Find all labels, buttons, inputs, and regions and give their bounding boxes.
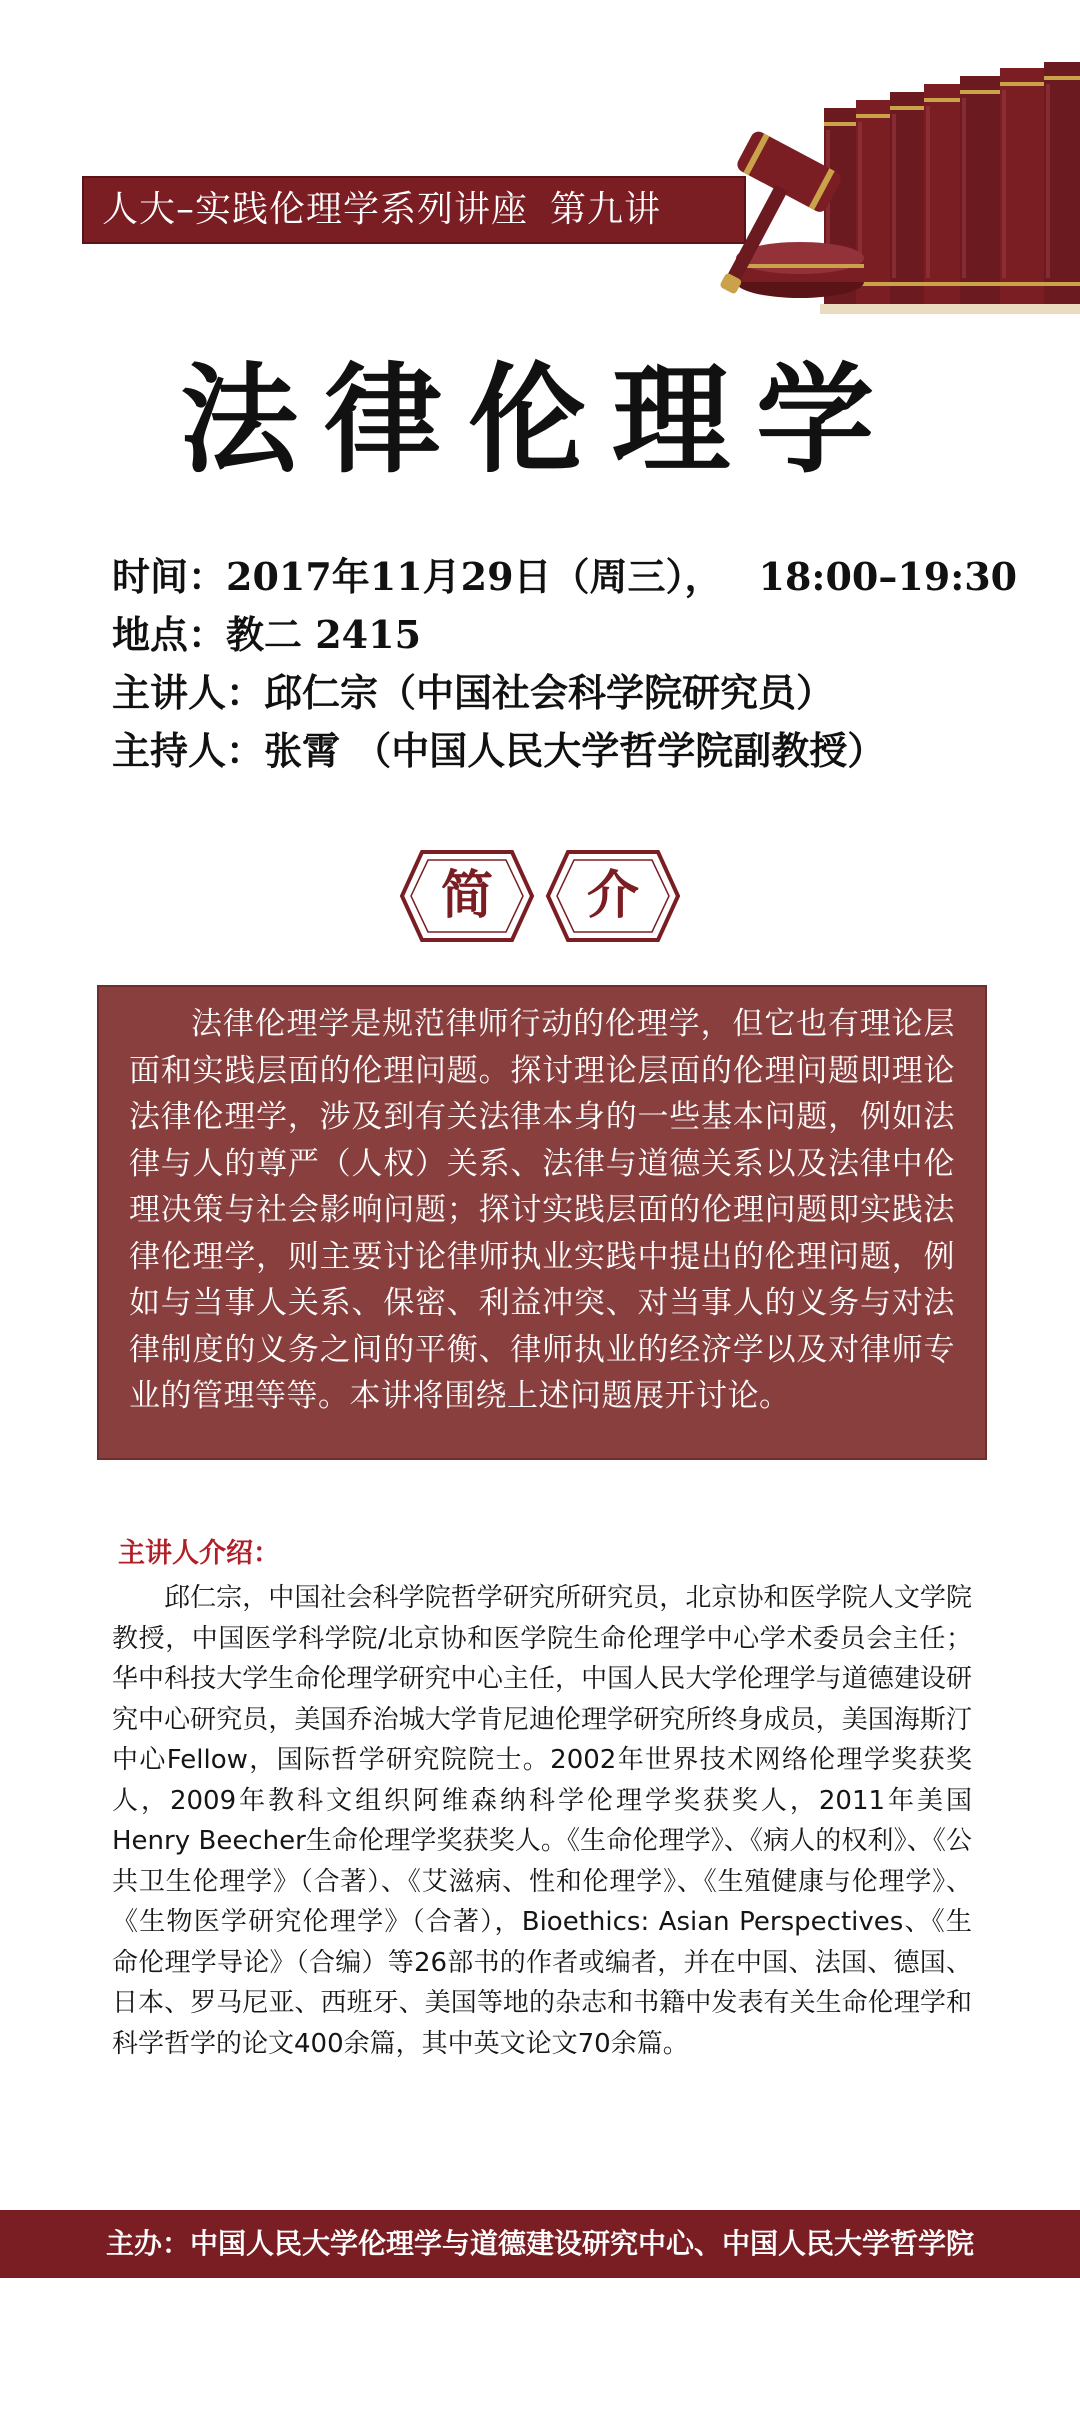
host-label: 主持人： bbox=[112, 728, 265, 773]
time-label: 时间： bbox=[112, 554, 227, 599]
time-row bbox=[112, 548, 1018, 606]
intro-heading bbox=[0, 848, 1080, 948]
intro-heading-hex bbox=[398, 848, 536, 944]
intro-text: 法律伦理学是规范律师行动的伦理学，但它也有理论层面和实践层面的伦理问题。探讨理论层面的伦理问题即理论法律伦理学，涉及到有关法律本身的一些基本问题，例如法律与人的尊严（人权）关系、法律与道德关系以及法律中伦理决策与社会影响问题；探讨实践层面的伦理问题即实践法律伦理学，则主要讨论律师执业实践中提出的伦理问题，例如与当事人关系、保密、利益冲突、对当事人的义务与对法律制度的义务之间的平衡、律师执业的经济学以及对律师专业的管理等等。本讲将围绕上述问题展开讨论。 bbox=[97, 985, 987, 1460]
bio-text: 邱仁宗，中国社会科学院哲学研究所研究员，北京协和医学院人文学院教授，中国医学科学院/北京协和医学院生命伦理学中心学术委员会主任；华中科技大学生命伦理学研究中心主任，中国人民大学伦理学与道德建设研究中心研究员，美国乔治城大学肯尼迪伦理学研究所终身成员，美国海斯汀中心Fellow，国际哲学研究院院士。2002年世界技术网络伦理学奖获奖人，2009年教科文组织阿维森纳科学伦理学奖获奖人，2011年美国Henry Beecher生命伦理学奖获奖人。《生命伦理学》、《病人的权利》、《公共卫生伦理学》（合著）、《艾滋病、性和伦理学》、《生殖健康与伦理学》、《生物医学研究伦理学》（合著），Bioethics: Asian Perspectives、《生命伦理学导论》（合编）等26部书的作者或编者，并在中国、法国、德国、日本、罗马尼亚、西班牙、美国等地的杂志和书籍中发表有关生命伦理学和科学哲学的论文400余篇，其中英文论文70余篇。 bbox=[112, 1583, 972, 2059]
time-value: 2017年11月29日（周三）， bbox=[226, 554, 723, 599]
law-books-gavel-icon bbox=[720, 50, 1080, 340]
intro-heading-hex bbox=[544, 848, 682, 944]
place-label: 地点： bbox=[112, 612, 227, 657]
series-name: 人大–实践伦理学系列讲座 bbox=[102, 189, 529, 230]
series-banner bbox=[82, 176, 746, 244]
bio-heading: 主讲人介绍： bbox=[118, 1538, 280, 1569]
organizer-footer: 主办：中国人民大学伦理学与道德建设研究中心、中国人民大学哲学院 bbox=[0, 2210, 1080, 2278]
place-row bbox=[112, 606, 1012, 664]
speaker-label: 主讲人： bbox=[112, 670, 265, 715]
host-row bbox=[112, 722, 1012, 780]
speaker-row bbox=[112, 664, 1012, 722]
speaker-value: 邱仁宗（中国社会科学院研究员） bbox=[264, 670, 835, 715]
time-range: 18:00–19:30 bbox=[758, 554, 1018, 599]
event-info bbox=[112, 548, 1018, 780]
host-value: 张霄 （中国人民大学哲学院副教授） bbox=[264, 728, 886, 773]
page-title: 法律伦理学 bbox=[179, 351, 900, 489]
place-value: 教二 2415 bbox=[226, 612, 422, 657]
intro-heading-char: 简 bbox=[440, 866, 493, 926]
intro-heading-char: 介 bbox=[586, 866, 639, 926]
episode-number: 第九讲 bbox=[550, 189, 662, 230]
